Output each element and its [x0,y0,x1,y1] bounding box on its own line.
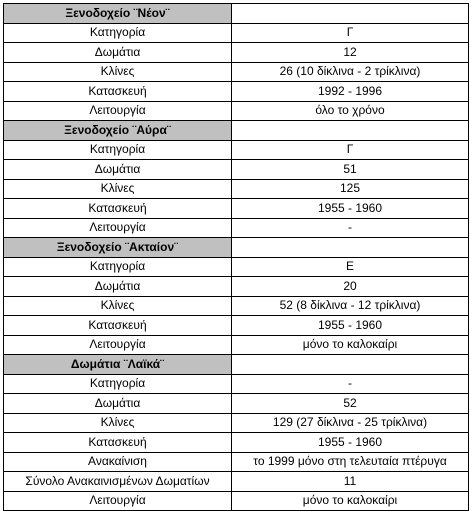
row-value: 1955 - 1960 [232,199,469,219]
section-header-blank [232,355,469,375]
row-value: 129 (27 δίκλινα - 25 τρίκλινα) [232,413,469,433]
row-label: Κατασκευή [4,199,232,219]
row-value: μόνο το καλοκαίρι [232,491,469,511]
section-header-row [4,4,469,24]
row-label: Κατηγορία [4,374,232,394]
table-row [4,43,469,63]
table-row [4,491,469,511]
table-row [4,413,469,433]
row-label: Λειτουργία [4,491,232,511]
table-row [4,472,469,492]
row-label: Κλίνες [4,413,232,433]
hotel-info-table-body [4,4,469,511]
section-title: Ξενοδοχείο ¨Ακταίον¨ [4,238,232,258]
section-header-blank [232,4,469,24]
row-value: 52 [232,394,469,414]
table-row [4,23,469,43]
section-header-blank [232,238,469,258]
row-value: το 1999 μόνο στη τελευταία πτέρυγα [232,452,469,472]
row-value: 125 [232,179,469,199]
row-value: - [232,218,469,238]
section-title: Δωμάτια ¨Λαϊκά¨ [4,355,232,375]
section-title: Ξενοδοχείο ¨Αύρα¨ [4,121,232,141]
table-row [4,218,469,238]
table-row [4,433,469,453]
row-value: Γ [232,23,469,43]
row-value: 1955 - 1960 [232,433,469,453]
row-label: Κλίνες [4,62,232,82]
table-row [4,179,469,199]
row-value: 1992 - 1996 [232,82,469,102]
row-value: 51 [232,160,469,180]
row-label: Δωμάτια [4,160,232,180]
row-value: μόνο το καλοκαίρι [232,335,469,355]
section-header-row [4,355,469,375]
table-row [4,394,469,414]
row-label: Κλίνες [4,179,232,199]
row-label: Λειτουργία [4,218,232,238]
row-value: Γ [232,140,469,160]
row-label: Κατηγορία [4,140,232,160]
row-value: 12 [232,43,469,63]
row-value: 20 [232,277,469,297]
row-label: Λειτουργία [4,101,232,121]
section-header-row [4,238,469,258]
row-value: 1955 - 1960 [232,316,469,336]
table-row [4,82,469,102]
row-label: Κατηγορία [4,257,232,277]
table-row [4,316,469,336]
row-value: 26 (10 δίκλινα - 2 τρίκλινα) [232,62,469,82]
table-row [4,452,469,472]
row-value: όλο το χρόνο [232,101,469,121]
section-title: Ξενοδοχείο ¨Νέον¨ [4,4,232,24]
row-value: - [232,374,469,394]
row-label: Δωμάτια [4,394,232,414]
row-value: Ε [232,257,469,277]
row-label: Κατηγορία [4,23,232,43]
row-label: Κατασκευή [4,433,232,453]
row-label: Κατασκευή [4,82,232,102]
row-label: Δωμάτια [4,43,232,63]
row-label: Κλίνες [4,296,232,316]
row-label: Σύνολο Ανακαινισμένων Δωματίων [4,472,232,492]
section-header-blank [232,121,469,141]
table-row [4,335,469,355]
table-row [4,277,469,297]
table-row [4,374,469,394]
row-label: Ανακαίνιση [4,452,232,472]
row-label: Κατασκευή [4,316,232,336]
table-row [4,160,469,180]
table-row [4,140,469,160]
table-row [4,257,469,277]
hotel-info-table [3,3,469,511]
row-label: Δωμάτια [4,277,232,297]
table-row [4,199,469,219]
table-row [4,101,469,121]
row-label: Λειτουργία [4,335,232,355]
table-row [4,296,469,316]
row-value: 11 [232,472,469,492]
section-header-row [4,121,469,141]
table-row [4,62,469,82]
row-value: 52 (8 δίκλινα - 12 τρίκλινα) [232,296,469,316]
